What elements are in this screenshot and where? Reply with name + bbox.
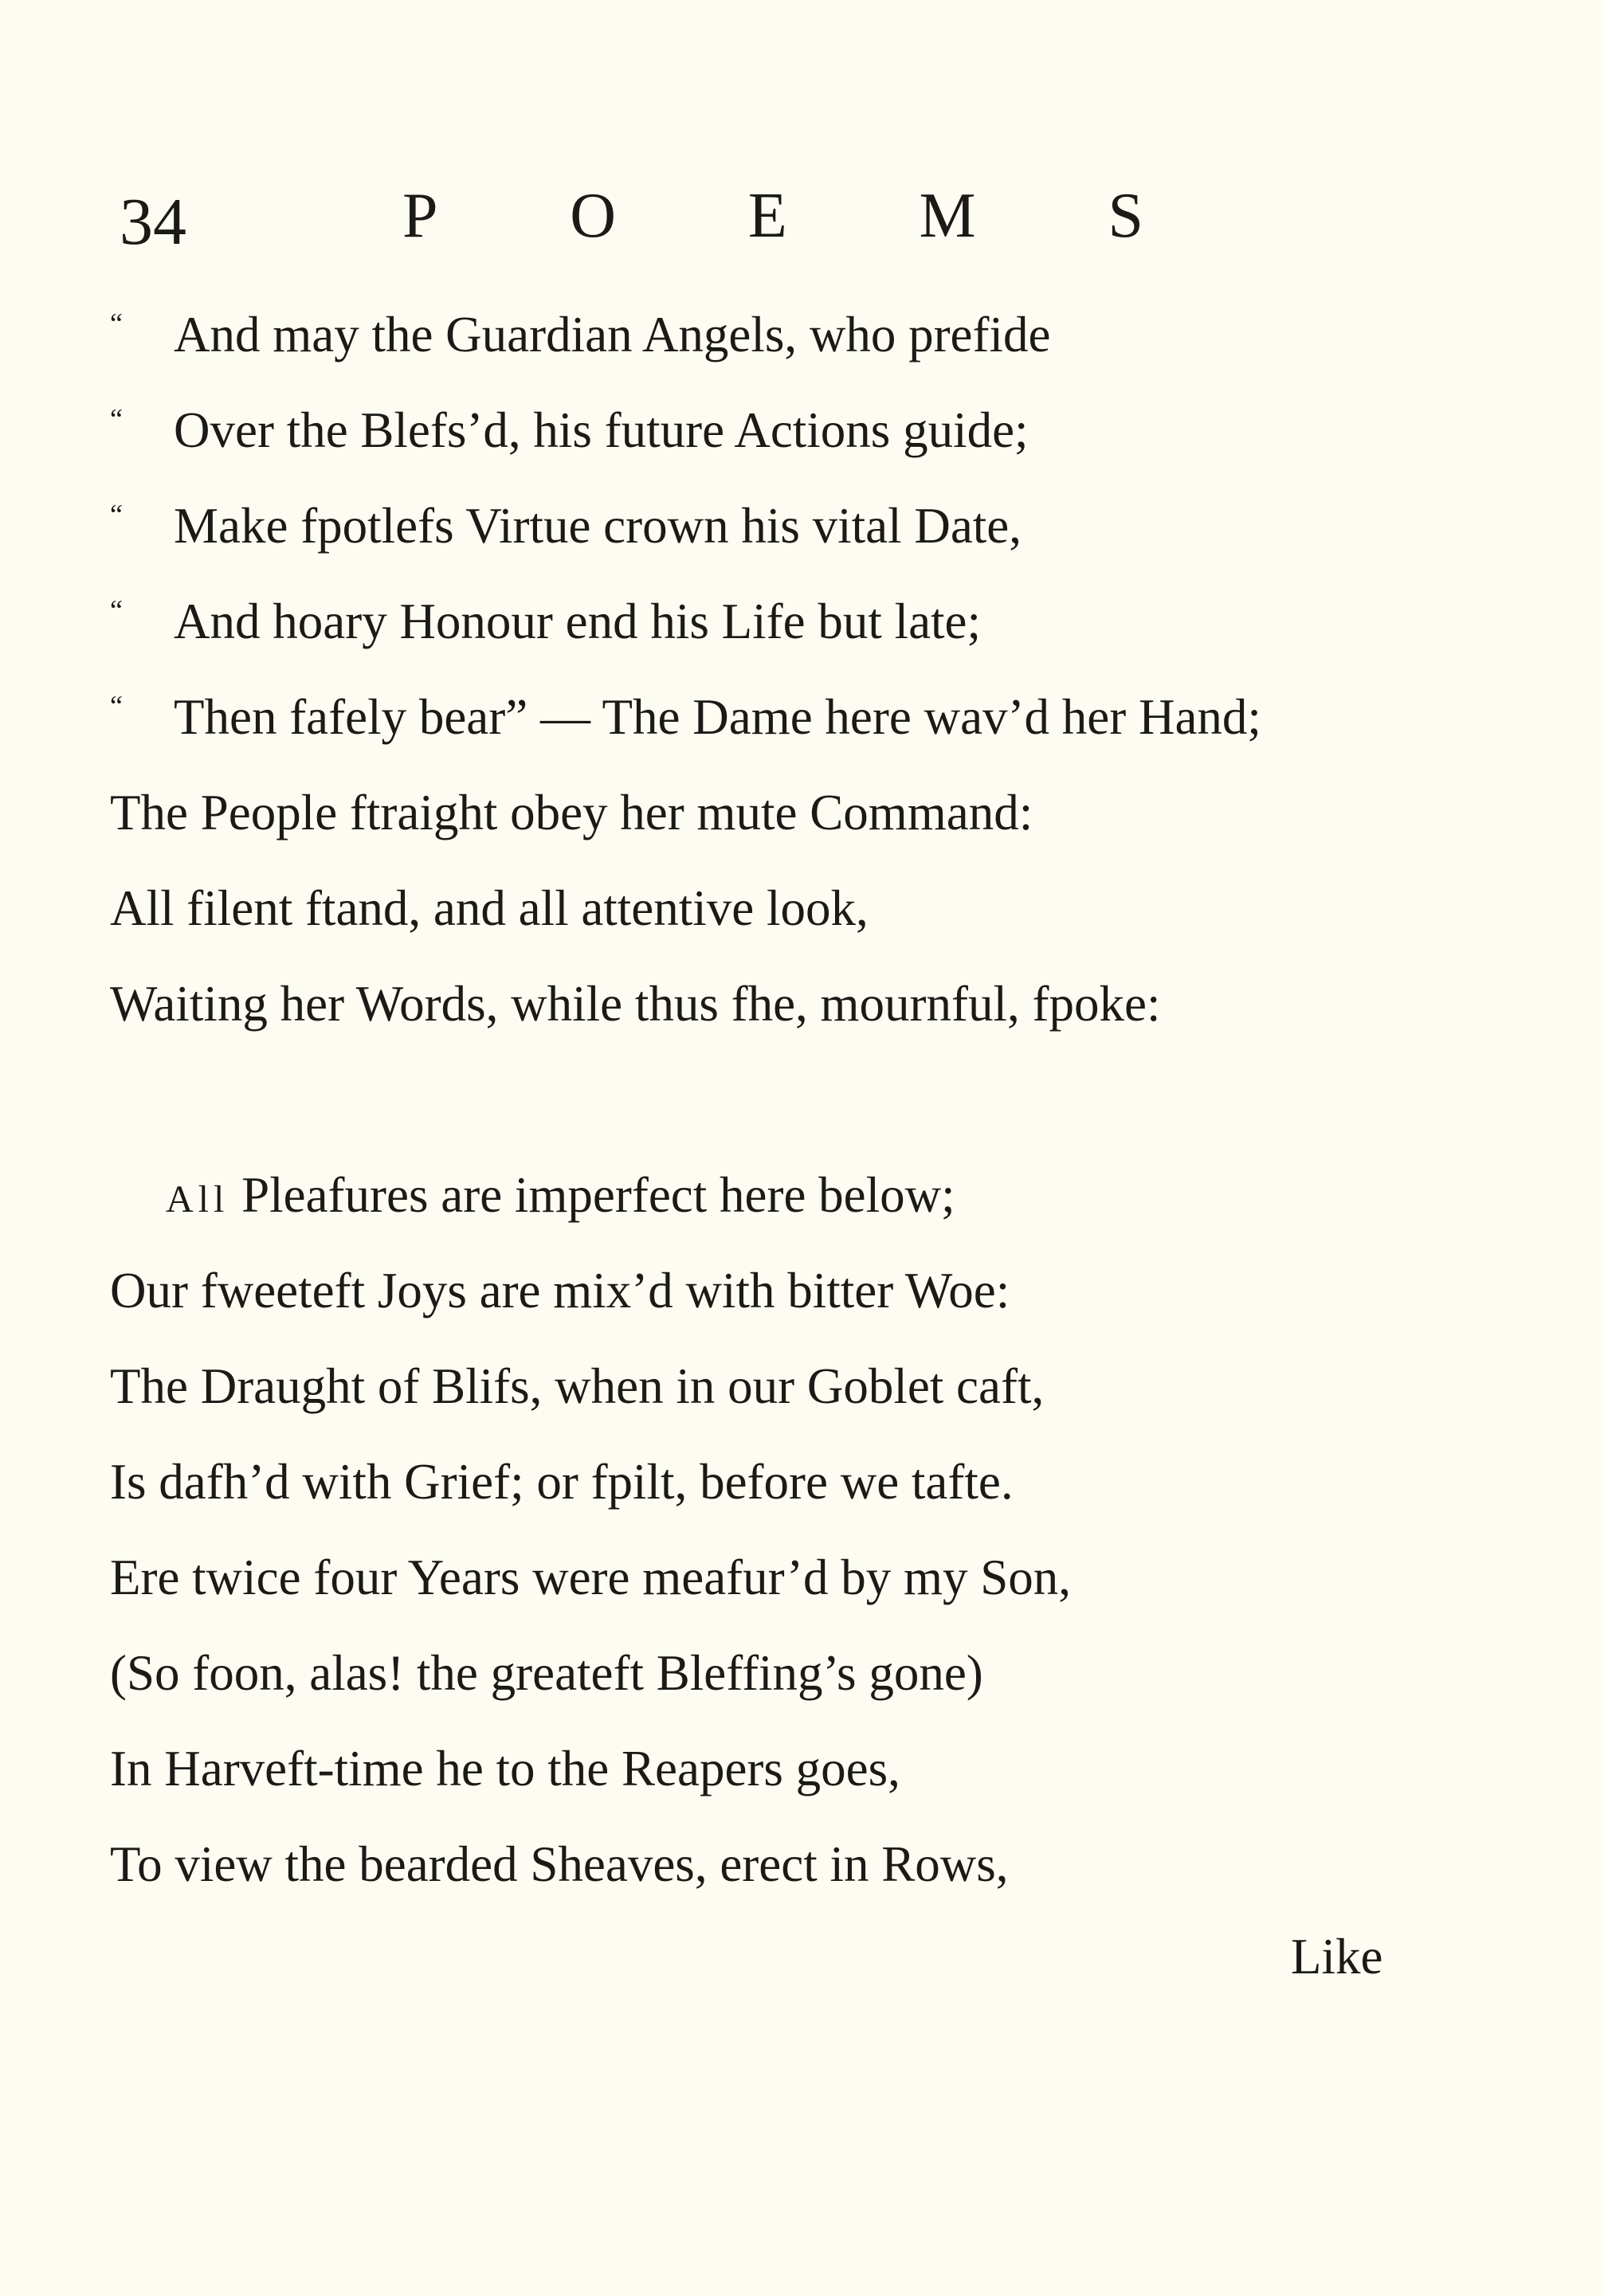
verse-line (110, 398, 1029, 462)
verse-line (110, 590, 981, 653)
verse-line (110, 876, 869, 940)
running-title-letter: O (570, 181, 617, 251)
verse-text: In Harveft-time he to the Reapers goes, (110, 1741, 900, 1796)
page-header (0, 167, 1604, 259)
running-title-letter: M (919, 181, 976, 251)
running-title-letter: S (1108, 181, 1143, 251)
running-title-letter: E (747, 181, 787, 251)
verse-text: Pleafures are imperfect here below; (229, 1167, 955, 1223)
opening-quote: “ (110, 403, 123, 435)
verse-text: The Draught of Blifs, when in our Goblet caft, (110, 1358, 1045, 1414)
verse-text: Make fpotlefs Virtue crown his vital Date, (174, 498, 1022, 554)
opening-quote: “ (110, 690, 123, 722)
verse-line (110, 1641, 983, 1705)
verse-text: The People ftraight obey her mute Command: (110, 785, 1033, 840)
verse-text: Our fweeteft Joys are mix’d with bitter Woe: (110, 1263, 1010, 1318)
opening-quote: “ (110, 499, 123, 531)
verse-text: Is dafh’d with Grief; or fpilt, before we tafte. (110, 1454, 1014, 1510)
opening-quote: “ (110, 308, 123, 339)
catchword: Like (1291, 1929, 1383, 1985)
verse-text: And may the Guardian Angels, who prefide (174, 307, 1051, 362)
verse-text: Then fafely bear” — The Dame here wav’d her Hand; (174, 689, 1261, 745)
running-title (402, 180, 1143, 253)
running-title-letter: P (402, 181, 438, 251)
verse-line (110, 494, 1022, 558)
verse-line (110, 781, 1033, 844)
verse-text: (So foon, alas! the greateft Bleffing’s gone) (110, 1645, 983, 1701)
verse-text: Waiting her Words, while thus fhe, mournful, fpoke: (110, 976, 1161, 1032)
verse-line (110, 1546, 1071, 1609)
verse-line (110, 1259, 1010, 1322)
verse-line (110, 1832, 1008, 1896)
verse-line (166, 1163, 955, 1232)
verse-line (110, 303, 1050, 366)
verse-line (110, 972, 1160, 1036)
verse-text: Ere twice four Years were meafur’d by my Son, (110, 1550, 1071, 1605)
page-number: 34 (120, 185, 186, 259)
verse-line (110, 685, 1261, 749)
verse-line (110, 1737, 900, 1800)
small-caps-opening: All (166, 1178, 229, 1220)
verse-text: Over the Blefs’d, his future Actions guide; (174, 402, 1029, 458)
verse-line (110, 1450, 1014, 1514)
verse-text: All filent ftand, and all attentive look, (110, 880, 869, 936)
opening-quote: “ (110, 594, 123, 626)
verse-text: To view the bearded Sheaves, erect in Rows, (110, 1836, 1009, 1892)
verse-text: And hoary Honour end his Life but late; (174, 594, 982, 649)
verse-line (110, 1354, 1044, 1418)
